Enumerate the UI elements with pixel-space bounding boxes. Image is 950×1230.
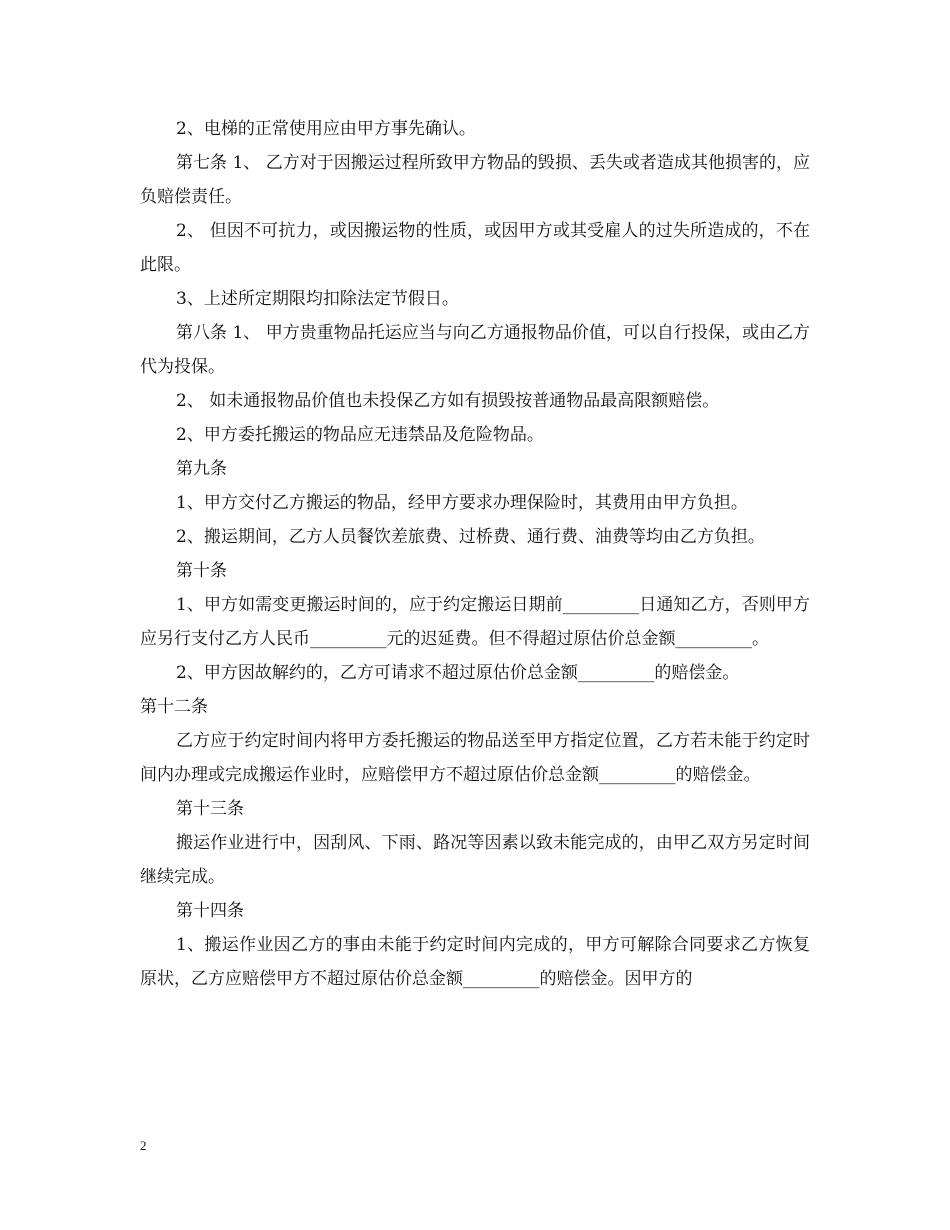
- paragraph-article-8-item-1: 第八条 1、 甲方贵重物品托运应当与向乙方通报物品价值，可以自行投保，或由乙方代为投保。: [140, 323, 810, 377]
- paragraph-article-7-item-2: 2、 但因不可抗力，或因搬运物的性质，或因甲方或其受雇人的过失所造成的，不在此限。: [140, 221, 810, 275]
- paragraph-elevator-use: 2、电梯的正常使用应由甲方事先确认。: [176, 119, 476, 139]
- paragraph-article-9-item-1: 1、甲方交付乙方搬运的物品，经甲方要求办理保险时，其费用由甲方负担。: [176, 493, 748, 513]
- heading-article-9: 第九条: [176, 459, 227, 479]
- paragraph-article-14-item-1: 1、搬运作业因乙方的事由未能于约定时间内完成的，甲方可解除合同要求乙方恢复原状，乙方应赔偿甲方不超过原估价总金额_________的赔偿金。因甲方的: [140, 935, 810, 989]
- heading-article-12: 第十二条: [140, 697, 208, 717]
- paragraph-article-10-item-2: 2、甲方因故解约的，乙方可请求不超过原估价总金额_________的赔偿金。: [176, 663, 740, 683]
- paragraph-article-8-item-2b: 2、甲方委托搬运的物品应无违禁品及危险物品。: [176, 425, 544, 445]
- document-body: [140, 112, 810, 996]
- heading-article-10: 第十条: [176, 561, 227, 581]
- paragraph-article-8-item-2: 2、 如未通报物品价值也未投保乙方如有损毁按普通物品最高限额赔偿。: [176, 391, 720, 411]
- paragraph-article-10-item-1: 1、甲方如需变更搬运时间的，应于约定搬运日期前_________日通知乙方，否则甲方应另行支付乙方人民币_________元的迟延费。但不得超过原估价总金额_________。: [140, 595, 810, 649]
- paragraph-article-12-body: 乙方应于约定时间内将甲方委托搬运的物品送至甲方指定位置，乙方若未能于约定时间内办理或完成搬运作业时，应赔偿甲方不超过原估价总金额_________的赔偿金。: [140, 731, 810, 785]
- heading-article-14: 第十四条: [176, 901, 244, 921]
- paragraph-article-13-body: 搬运作业进行中，因刮风、下雨、路况等因素以致未能完成的，由甲乙双方另定时间继续完成。: [140, 833, 810, 887]
- heading-article-13: 第十三条: [176, 799, 244, 819]
- page-number: 2: [140, 1138, 147, 1153]
- paragraph-article-7-item-1: 第七条 1、 乙方对于因搬运过程所致甲方物品的毁损、丢失或者造成其他损害的，应负赔偿责任。: [140, 153, 810, 207]
- paragraph-article-7-item-3: 3、上述所定期限均扣除法定节假日。: [176, 289, 459, 309]
- paragraph-article-9-item-2: 2、搬运期间，乙方人员餐饮差旅费、过桥费、通行费、油费等均由乙方负担。: [176, 527, 765, 547]
